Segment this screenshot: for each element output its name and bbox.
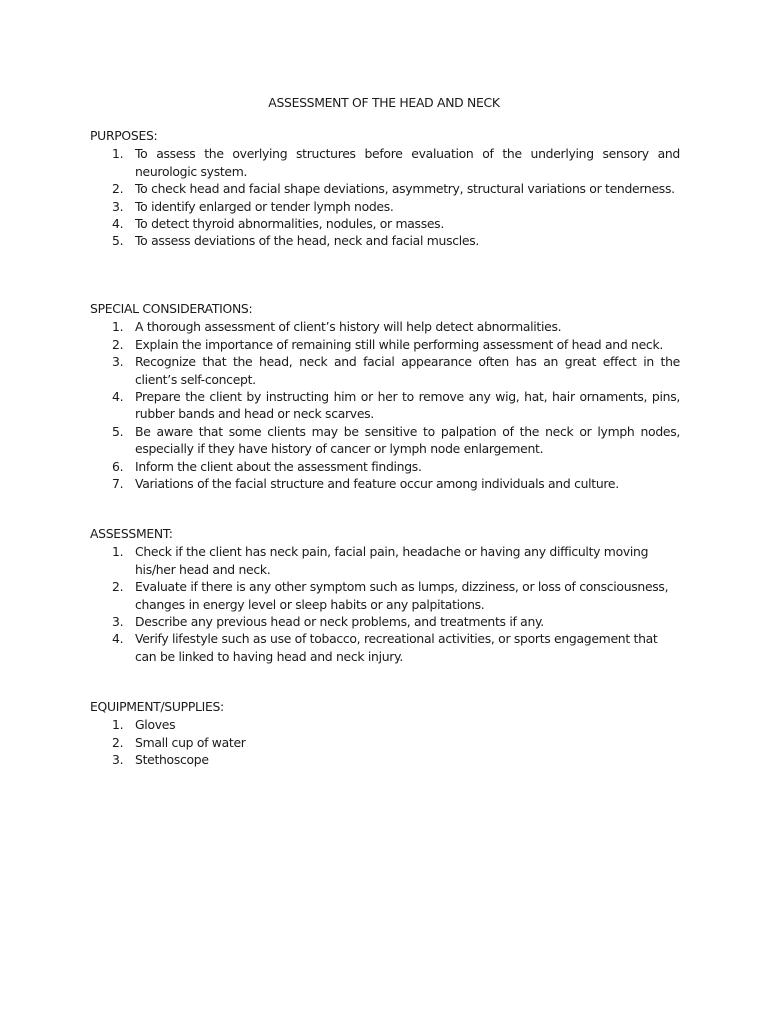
list-item-text: Recognize that the head, neck and facial appearance often has an great effect in the client’s self-concept.	[135, 354, 680, 387]
list-item-text: To identify enlarged or tender lymph nodes.	[135, 198, 394, 214]
list-item-text: Gloves	[135, 717, 176, 733]
list-item-text: Evaluate if there is any other symptom such as lumps, dizziness, or loss of consciousness, changes in energy level or sleep habits or any palpitations.	[135, 579, 669, 612]
list-item-text: A thorough assessment of client’s history will help detect abnormalities.	[135, 319, 562, 335]
equipment-section	[90, 698, 680, 769]
assessment-section	[90, 525, 680, 665]
list-item-text: Be aware that some clients may be sensitive to palpation of the neck or lymph nodes, especially if they have history of cancer or lymph node enlargement.	[135, 423, 680, 457]
list-number: 3.	[112, 354, 124, 370]
equipment-heading: EQUIPMENT/SUPPLIES:	[90, 699, 224, 714]
purposes-item-2	[90, 180, 680, 197]
list-number: 1.	[112, 146, 124, 162]
special-considerations-item-4	[90, 388, 680, 423]
list-number: 4.	[112, 216, 124, 232]
list-number: 4.	[112, 389, 124, 405]
list-item-text: To check head and facial shape deviations, asymmetry, structural variations or tenderness.	[135, 181, 675, 197]
list-number: 5.	[112, 233, 124, 249]
purposes-list	[90, 145, 680, 249]
list-item-text: Prepare the client by instructing him or her to remove any wig, hat, hair ornaments, pins, rubber bands and head or neck scarves.	[135, 389, 680, 422]
special-considerations-item-5	[90, 423, 680, 458]
list-item-text: To detect thyroid abnormalities, nodules, or masses.	[135, 216, 444, 232]
equipment-list	[90, 716, 680, 768]
special-considerations-item-6	[90, 458, 680, 475]
purposes-item-3	[90, 198, 680, 215]
list-item-text: Describe any previous head or neck problems, and treatments if any.	[135, 614, 544, 630]
list-number: 2.	[112, 734, 124, 750]
list-item-text: Small cup of water	[135, 734, 246, 750]
assessment-item-3	[90, 613, 680, 630]
document-title: ASSESSMENT OF THE HEAD AND NECK	[268, 95, 500, 110]
list-number: 3.	[112, 198, 124, 214]
list-number: 2.	[112, 181, 124, 197]
list-number: 1.	[112, 717, 124, 733]
list-item-text: Check if the client has neck pain, facial pain, headache or having any difficulty moving his/her head and neck.	[135, 544, 649, 577]
list-number: 3.	[112, 614, 124, 630]
assessment-item-1	[90, 543, 680, 578]
list-item-text: Explain the importance of remaining still while performing assessment of head and neck.	[135, 336, 663, 352]
list-item-text: To assess the overlying structures before evaluation of the underlying sensory and neurologic system.	[135, 146, 680, 179]
equipment-item-3	[90, 751, 680, 768]
special-considerations-item-3	[90, 353, 680, 388]
assessment-item-4	[90, 630, 680, 665]
assessment-list	[90, 543, 680, 665]
purposes-section	[90, 127, 680, 250]
list-number: 5.	[112, 423, 124, 439]
equipment-item-2	[90, 734, 680, 751]
special-considerations-section	[90, 300, 680, 492]
list-number: 1.	[112, 544, 124, 560]
list-number: 6.	[112, 458, 124, 474]
list-number: 3.	[112, 752, 124, 768]
purposes-item-4	[90, 215, 680, 232]
list-number: 4.	[112, 631, 124, 647]
special-considerations-item-2	[90, 336, 680, 353]
list-item-text: Verify lifestyle such as use of tobacco, recreational activities, or sports engagement that can be linked to having head and neck injury.	[135, 631, 658, 664]
list-item-text: Stethoscope	[135, 752, 209, 768]
special-considerations-list	[90, 318, 680, 492]
list-item-text: Variations of the facial structure and feature occur among individuals and culture.	[135, 476, 619, 492]
list-number: 7.	[112, 476, 124, 492]
purposes-item-5	[90, 232, 680, 249]
assessment-heading: ASSESSMENT:	[90, 526, 173, 541]
list-number: 2.	[112, 336, 124, 352]
purposes-item-1	[90, 145, 680, 180]
list-number: 2.	[112, 579, 124, 595]
list-number: 1.	[112, 319, 124, 335]
special-considerations-heading: SPECIAL CONSIDERATIONS:	[90, 301, 253, 316]
special-considerations-item-1	[90, 318, 680, 335]
equipment-item-1	[90, 716, 680, 733]
assessment-item-2	[90, 578, 680, 613]
list-item-text: To assess deviations of the head, neck and facial muscles.	[135, 233, 479, 249]
special-considerations-item-7	[90, 475, 680, 492]
list-item-text: Inform the client about the assessment findings.	[135, 458, 422, 474]
purposes-heading: PURPOSES:	[90, 128, 158, 143]
